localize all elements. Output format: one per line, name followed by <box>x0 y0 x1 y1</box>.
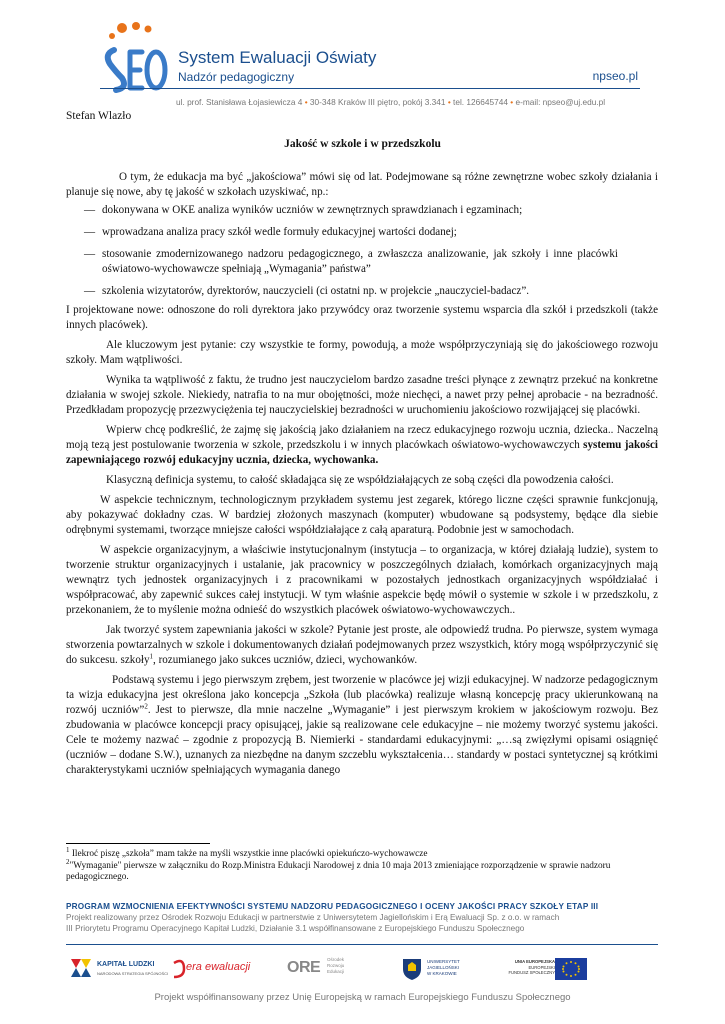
address-city: 30-348 Kraków III piętro, pokój 3.341 <box>309 97 446 107</box>
uj-crest-icon <box>401 957 423 981</box>
footer-divider <box>66 944 658 945</box>
address-phone: tel. 126645744 <box>453 97 508 107</box>
paragraph: W aspekcie organizacyjnym, a właściwie instytucjonalnym (instytucja – to organizacja, w której działają ludzie), system to tworzenie struktur organizacyjnych i ustalanie, jak pracownicy w poszczególnych działach, komórkach organizacyjnych mają wewnątrz tych jednostek organizacyjnych i z pracownikami w pozostałych jednostkach organizacyjnych współdziałać i współpracować, aby zapewnić sukces całej instytucji. W tym właśnie aspekcie będę mówił o systemie w szkole i w przedszkolu, z przekonaniem, że to myślenie można odnieść do wszystkich placówek oświatowo-wychowawczych.. <box>66 544 658 616</box>
header-divider <box>100 88 640 89</box>
footnotes <box>66 845 666 884</box>
era-ewaluacji-logo: era ewaluacji <box>172 955 267 985</box>
website-link[interactable]: npseo.pl <box>592 69 638 83</box>
footnote-divider <box>66 843 210 844</box>
document-body <box>66 160 658 778</box>
list-item: — szkolenia wizytatorów, dyrektorów, nauczycieli (ci ostatni np. w projekcie „nauczyciel-badacz”. <box>84 285 530 297</box>
measures-list <box>66 203 658 299</box>
list-item: — dokonywana w OKE analiza wyników uczniów w zewnętrznych sprawdzianach i egzaminach; <box>84 204 523 216</box>
era-icon <box>172 959 186 979</box>
ore-logo: ORE Ośrodek Rozwoju Edukacji <box>287 957 345 976</box>
address-line <box>176 97 605 107</box>
footnote-ref[interactable]: 2 <box>144 702 148 711</box>
program-title: PROGRAM WZMOCNIENIA EFEKTYWNOŚCI SYSTEMU NADZORU PEDAGOGICZNEGO I OCENY JAKOŚCI PRACY SZKOŁY ETAP III <box>66 902 599 911</box>
list-item: — wprowadzana analiza pracy szkół wedle formuły edukacyjnej wartości dodanej; <box>84 226 457 238</box>
paragraph: Jak tworzyć system zapewniania jakości w szkole? Pytanie jest proste, ale odpowiedź trudna. Po pierwsze, system wymaga stworzenia powtarzalnych w szkole i dokumentowanych działań podejmowanych przez wszystkich, który mogą współprzyczynić się do sukcesu. szkoły$^1$, rozumianego jako sukces uczniów, dzieci, wychowanków. <box>66 624 658 666</box>
document-title: Jakość w szkole i w przedszkolu <box>284 138 441 150</box>
program-info <box>66 901 666 934</box>
eu-flag-icon <box>555 958 587 980</box>
paragraph: Podstawą systemu i jego pierwszym zrębem, jest tworzenie w placówce jej wizji edukacyjnej. W nadzorze pedagogicznym ta wizja edukacyjna jest określona jako koncepcja „Szkoła (lub placówka) realizuje własną koncepcję pracy ukierunkowaną na rozwój uczniów”$^2$. Jest to pierwsze, dla mnie naczelne „Wymaganie” i jest pierwszym krokiem w jakościowym rozwoju. Bez zbudowania w placówce koncepcji pracy opisującej, jakie są realizowane cele edukacyjne – nie możemy tworzyć systemu jakości. Cele te możemy nazwać – zgodnie z propozycją B. Niemierki - standardami edukacyjnymi: „…są zwięzłymi opisami osiągnięć (uczniów – dodane S.W.), uznanych za niezbędne na danym szczeblu wykształcenia… standardy w postaci syntetycznej są krótkimi charakterystykami uczniów spełniających wymagania danego <box>66 674 658 776</box>
list-item: — stosowanie zmodernizowanego nadzoru pedagogicznego, a zwłaszcza analizowanie, jak szkoły i inne placówki oświatowo-wychowawcze spełniają „Wymagania” państwa” <box>84 248 618 275</box>
uj-logo: UNIWERSYTET JAGIELLOŃSKI W KRAKOWIE <box>401 955 481 985</box>
paragraph: Wynika ta wątpliwość z faktu, że trudno jest nauczycielom bardzo zasadne treści płynące z zewnątrz przekuć na konkretne działania w swojej szkole. Niekiedy, natrafia to na mur obojętności, może niechęci, a nawet przy pełnej aprobacie - na bezradność. Przedkładam propozycję przezwyciężenia tej nauczycielskiej bezradności w uruchomieniu jakościowo rozwijającej się placówki. <box>66 374 658 416</box>
program-line: III Priorytetu Programu Operacyjnego Kapitał Ludzki, Działanie 3.1 współfinansowane z Europejskiego Funduszu Społecznego <box>66 924 525 933</box>
kapital-ludzki-icon <box>68 955 94 981</box>
seo-logo <box>100 20 170 102</box>
paragraph: W aspekcie technicznym, technologicznym przykładem systemu jest zegarek, którego liczne części sprawnie funkcjonują, aby pokazywać dokładny czas. W bardziej złożonych maszynach (komputer) wbudowane są podsystemy, będące dla siebie odrębnymi systemami, tworzące mniejsze całości współdziałające z całą aparaturą. Podobnie jest w samochodach. <box>66 494 658 536</box>
paragraph: Klasyczną definicja systemu, to całość składająca się ze współdziałających ze sobą części dla powodzenia całości. <box>106 474 614 486</box>
program-line: Projekt realizowany przez Ośrodek Rozwoju Edukacji w partnerstwie z Uniwersytetem Jagiellońskim i Erą Ewaluacji Sp. z o.o. w ramach <box>66 913 560 922</box>
kapital-ludzki-logo: KAPITAŁ LUDZKI NARODOWA STRATEGIA SPÓJNOŚCI <box>68 955 168 985</box>
footnote-2: $^2$"Wymaganie" pierwsze w załączniku do Rozp.Ministra Edukacji Narodowej z dnia 10 maja 2013 zmieniające rozporządzenie w sprawie nadzoru pedagogicznego. <box>66 857 611 882</box>
org-title: System Ewaluacji Oświaty <box>178 48 377 67</box>
bullet-icon: • <box>447 97 451 107</box>
paragraph: Wpierw chcę podkreślić, że zajmę się jakością jako działaniem na rzecz edukacyjnego rozwoju ucznia, dziecka.. Naczelną moją tezą jest postulowanie tworzenia w szkole, przedszkolu i w innych placówkach oświatowo-wychowawczych systemu jakości zapewniającego rozwój edukacyjny ucznia, dziecka, wychowanka. <box>66 424 658 466</box>
paragraph: O tym, że edukacja ma być „jakościowa” mówi się od lat. Podejmowane są różne zewnętrzne wobec szkoły działania i planuje się nowe, aby tę jakość w szkołach uzyskiwać, np.: <box>66 171 658 198</box>
bullet-icon: • <box>304 97 308 107</box>
address-street: ul. prof. Stanisława Łojasiewicza 4 <box>176 97 303 107</box>
footnote-1: $^1$ Ilekroć piszę „szkoła” mam także na myśli wszystkie inne placówki opiekuńczo-wychowawcze <box>66 845 428 859</box>
eu-text: UNIA EUROPEJSKA EUROPEJSKI FUNDUSZ SPOŁECZNY <box>508 959 555 975</box>
thesis-bold: systemu jakości zapewniającego rozwój edukacyjny ucznia, dziecka, wychowanka. <box>66 439 658 466</box>
author-name: Stefan Wlazło <box>66 110 132 122</box>
funding-note: Projekt współfinansowany przez Unię Europejską w ramach Europejskiego Funduszu Społecznego <box>154 992 571 1003</box>
paragraph: I projektowane nowe: odnoszone do roli dyrektora jako przywódcy oraz tworzenie systemu wsparcia dla szkół i przedszkoli (także innych placówek). <box>66 304 658 331</box>
address-email[interactable]: e-mail: npseo@uj.edu.pl <box>515 97 606 107</box>
bullet-icon: • <box>510 97 514 107</box>
org-subtitle: Nadzór pedagogiczny <box>178 70 295 84</box>
paragraph: Ale kluczowym jest pytanie: czy wszystkie te formy, powodują, a może współprzyczyniają się do jakościowego rozwoju szkoły. Mam wątpliwości. <box>66 339 658 366</box>
footnote-ref[interactable]: 1 <box>149 652 154 661</box>
